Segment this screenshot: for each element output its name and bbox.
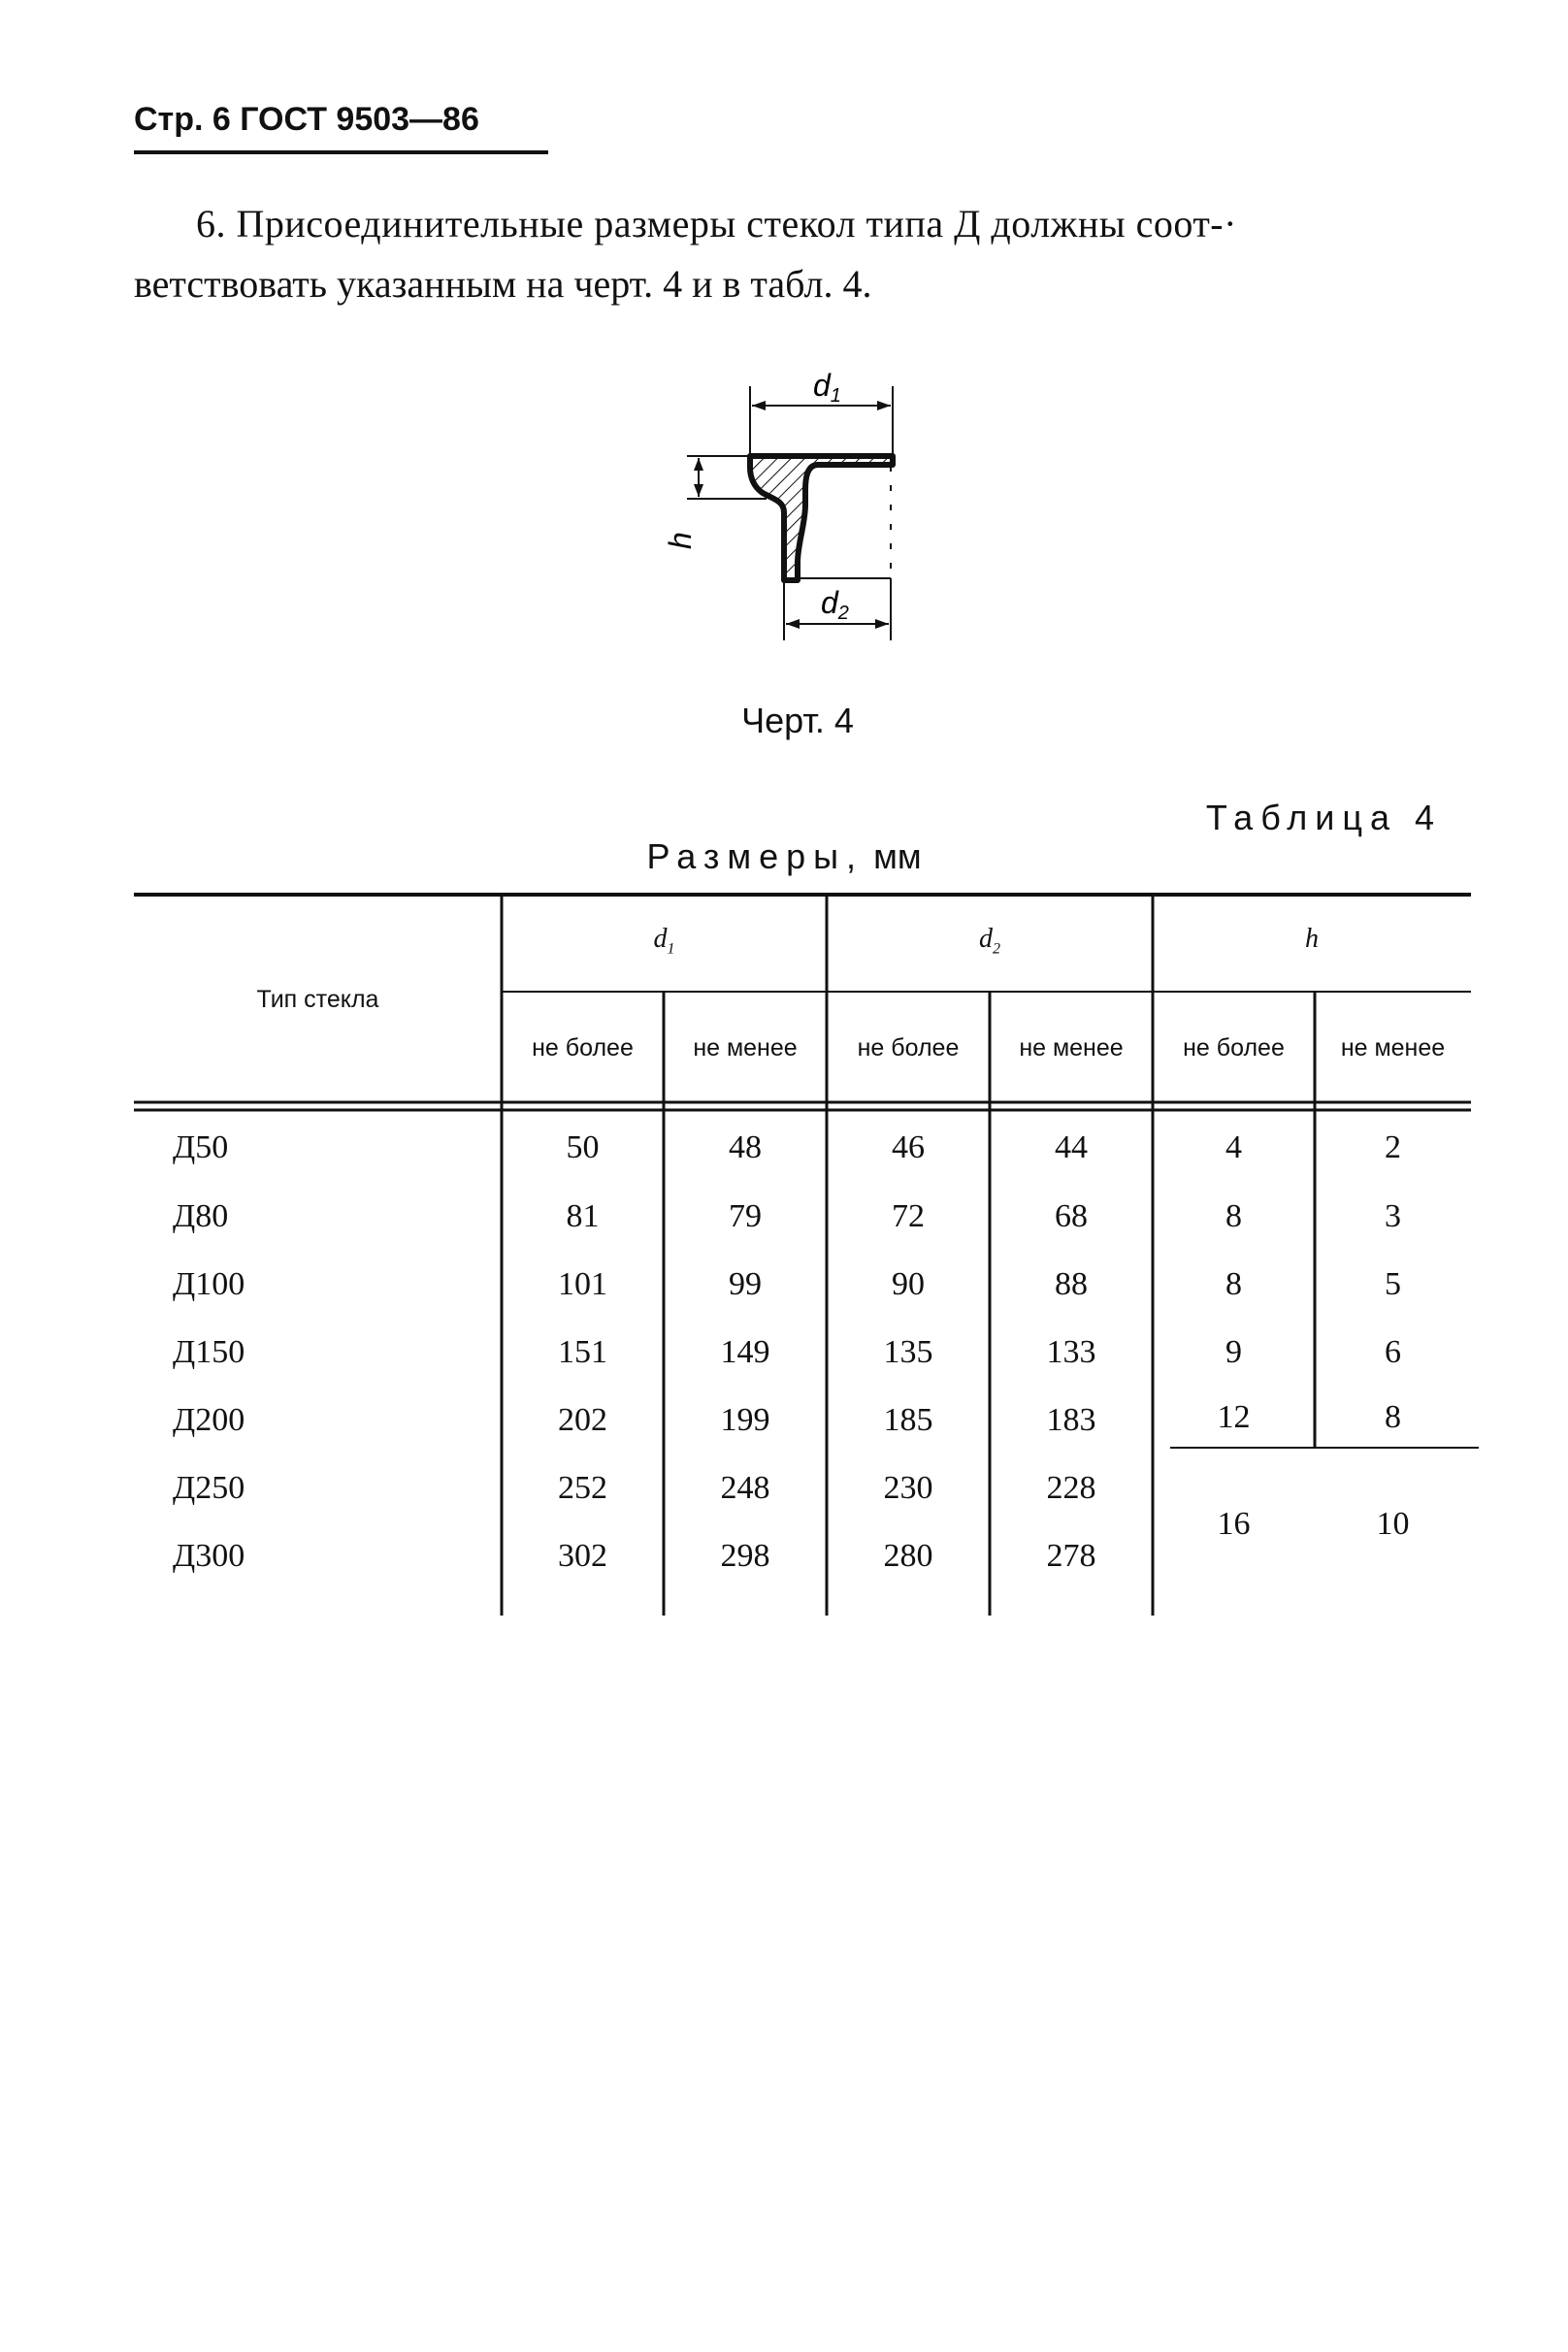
cell-d2-min: 133	[1046, 1334, 1096, 1370]
cell-d1-min: 99	[729, 1266, 762, 1302]
label-h: h	[663, 532, 698, 549]
h-arrow-top	[694, 458, 703, 471]
h-arrow-bottom	[694, 484, 703, 497]
cell-h-max: 8	[1225, 1198, 1242, 1234]
cell-h-min: 2	[1385, 1129, 1401, 1165]
cell-h-max: 12	[1217, 1399, 1251, 1435]
cell-d2-min: 68	[1055, 1198, 1088, 1234]
row-type: Д100	[173, 1266, 245, 1302]
header-h-min: не менее	[1340, 1034, 1446, 1062]
drawing-caption: Черт. 4	[741, 701, 854, 740]
cell-h-min: 6	[1385, 1334, 1401, 1370]
header-type: Тип стекла	[256, 986, 379, 1013]
cell-d2-max: 46	[892, 1129, 925, 1165]
paragraph	[134, 194, 1454, 314]
cell-d1-min: 298	[720, 1538, 770, 1574]
d1-arrow-right	[877, 401, 891, 410]
cell-h-max: 8	[1225, 1266, 1242, 1302]
cell-d1-min: 248	[720, 1470, 770, 1506]
page-header: Стр. 6 ГОСТ 9503—86	[134, 101, 479, 138]
cell-d1-max: 151	[558, 1334, 607, 1370]
header-group-h: h	[1305, 924, 1319, 954]
header-d2-max: не более	[857, 1034, 960, 1062]
cell-d2-max: 185	[883, 1402, 933, 1438]
cell-h-min: 8	[1385, 1399, 1401, 1435]
header-rule	[134, 150, 548, 154]
header-h-max: не более	[1183, 1034, 1285, 1062]
row-type: Д300	[173, 1538, 245, 1574]
cell-d2-min: 183	[1046, 1402, 1096, 1438]
technical-drawing	[660, 359, 922, 650]
glass-profile	[750, 456, 893, 580]
row-type: Д250	[173, 1470, 245, 1506]
cell-h-max-merged: 16	[1217, 1506, 1251, 1542]
cell-h-min: 3	[1385, 1198, 1401, 1234]
paragraph-line-1: 6. Присоединительные размеры стекол типа Д должны соот-·	[196, 202, 1237, 245]
d2-arrow-right	[875, 619, 889, 629]
cell-d1-min: 48	[729, 1129, 762, 1165]
cell-d1-min: 199	[720, 1402, 770, 1438]
cell-d2-min: 228	[1046, 1470, 1096, 1506]
label-d2: d2	[821, 585, 849, 624]
cell-d1-max: 252	[558, 1470, 607, 1506]
cell-h-min: 5	[1385, 1266, 1401, 1302]
table-subtitle-unit: мм	[873, 836, 922, 876]
header-d1-min: не менее	[693, 1034, 798, 1062]
cell-d1-max: 202	[558, 1402, 607, 1438]
cell-d2-max: 135	[883, 1334, 933, 1370]
cell-d1-min: 149	[720, 1334, 770, 1370]
cell-d2-max: 280	[883, 1538, 933, 1574]
paragraph-line-2: ветствовать указанным на черт. 4 и в табл. 4.	[134, 262, 872, 306]
cell-d2-min: 44	[1055, 1129, 1088, 1165]
table-subtitle-word: Размеры,	[646, 836, 865, 876]
row-type: Д80	[173, 1198, 229, 1234]
cell-d1-max: 50	[566, 1129, 600, 1165]
cell-d1-max: 81	[566, 1198, 600, 1234]
cell-d2-max: 230	[883, 1470, 933, 1506]
cell-d2-max: 72	[892, 1198, 925, 1234]
cell-d2-max: 90	[892, 1266, 925, 1302]
table-subtitle	[0, 836, 1568, 877]
header-d2-min: не менее	[1019, 1034, 1124, 1062]
table-label: Таблица 4	[1205, 798, 1442, 837]
row-type: Д200	[173, 1402, 245, 1438]
cell-d1-max: 101	[558, 1266, 607, 1302]
cell-h-min-merged: 10	[1376, 1506, 1410, 1542]
cell-h-max: 9	[1225, 1334, 1242, 1370]
cell-h-max: 4	[1225, 1129, 1242, 1165]
d2-arrow-left	[786, 619, 800, 629]
header-d1-max: не более	[532, 1034, 634, 1062]
row-type: Д50	[173, 1129, 229, 1165]
cell-d2-min: 88	[1055, 1266, 1088, 1302]
header-group-d2: $d_2$	[979, 924, 1000, 958]
cell-d2-min: 278	[1046, 1538, 1096, 1574]
cell-d1-max: 302	[558, 1538, 607, 1574]
header-group-d1: $d_1$	[653, 924, 675, 958]
cell-d1-min: 79	[729, 1198, 762, 1234]
label-d1: d1	[813, 368, 841, 407]
row-type: Д150	[173, 1334, 245, 1370]
d1-arrow-left	[752, 401, 766, 410]
